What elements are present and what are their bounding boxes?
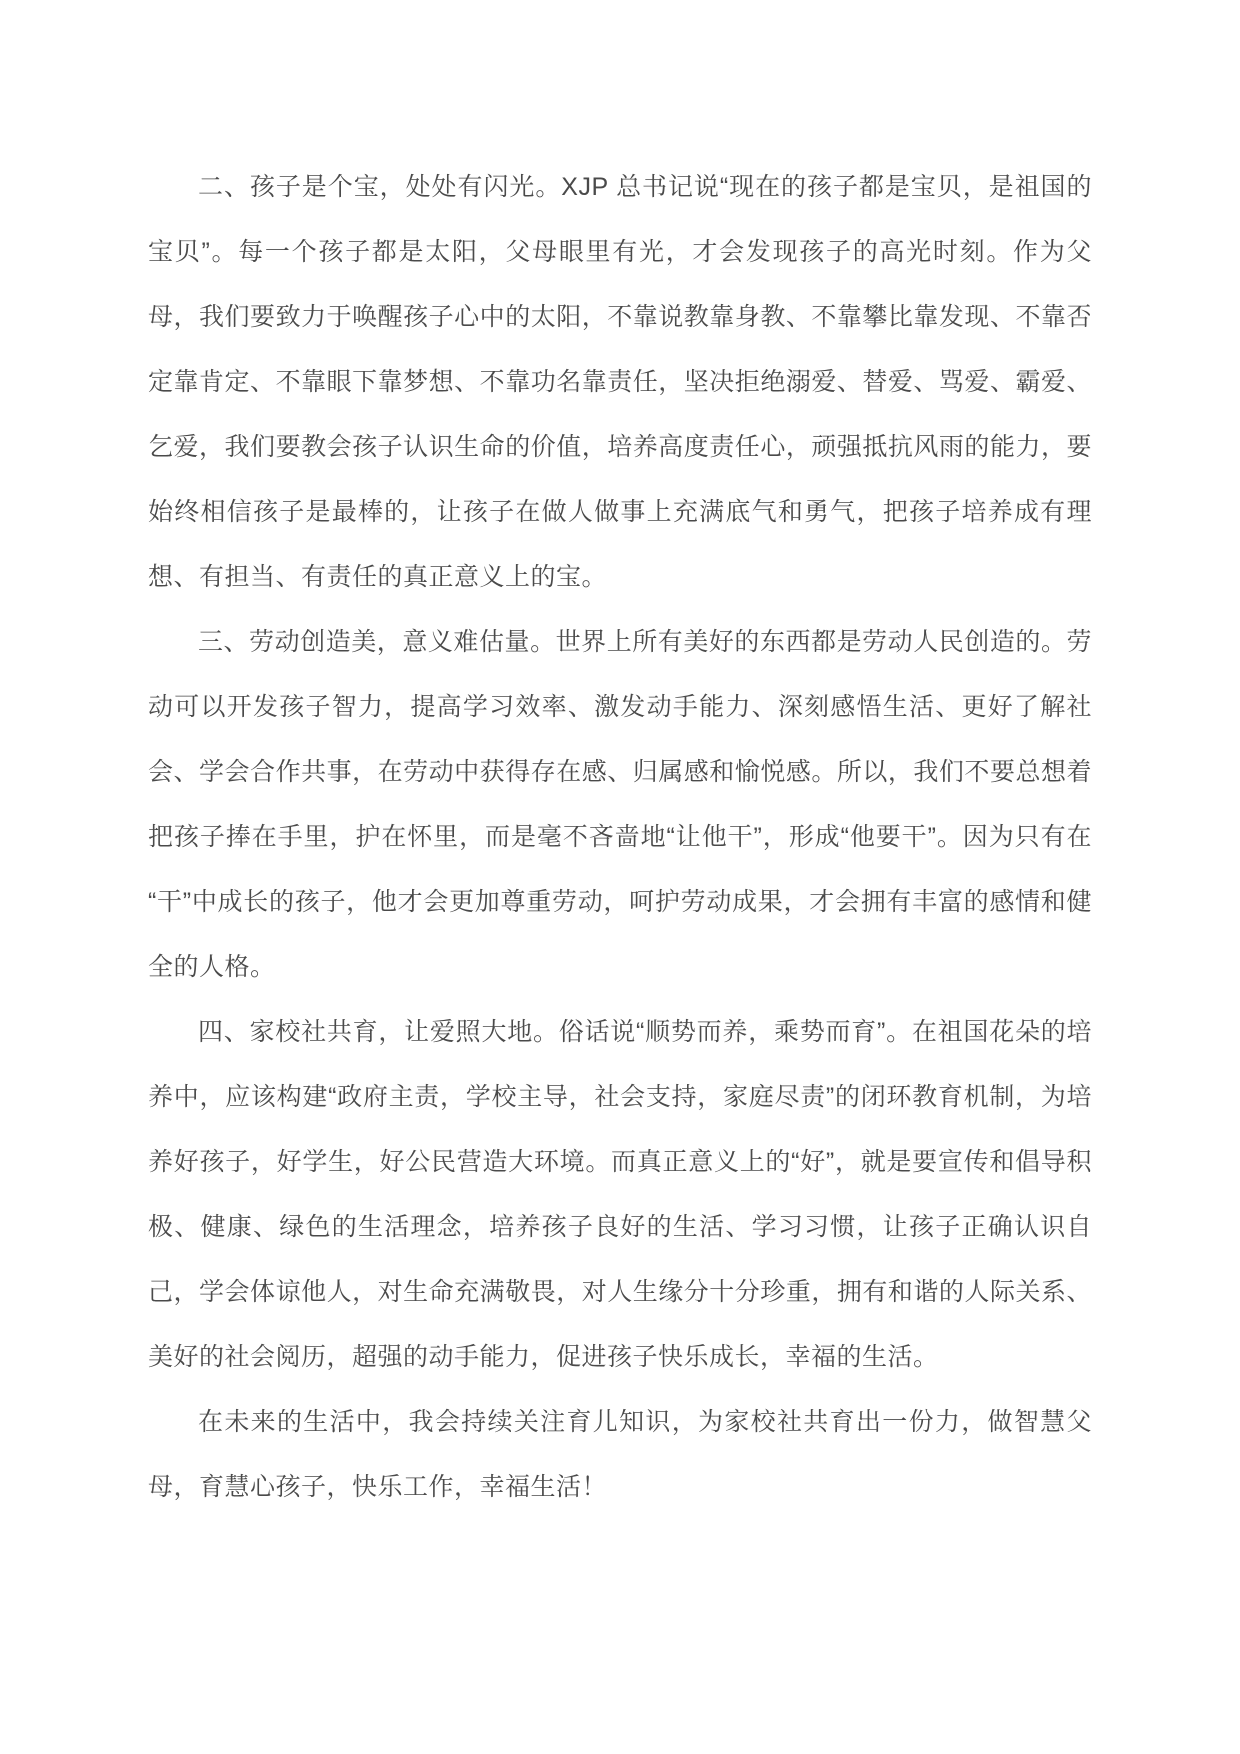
paragraph-closing: 在未来的生活中，我会持续关注育儿知识，为家校社共育出一份力，做智慧父母，育慧心孩子，快乐工作，幸福生活！	[148, 1408, 1092, 1501]
paragraph-section-2: 二、孩子是个宝，处处有闪光。XJP 总书记说“现在的孩子都是宝贝，是祖国的宝贝”。每一个孩子都是太阳，父母眼里有光，才会发现孩子的高光时刻。作为父母，我们要致力于唤醒孩子心中的太阳，不靠说教靠身教、不靠攀比靠发现、不靠否定靠肯定、不靠眼下靠梦想、不靠功名靠责任，坚决拒绝溺爱、替爱、骂爱、霸爱、乞爱，我们要教会孩子认识生命的价值，培养高度责任心，顽强抵抗风雨的能力，要始终相信孩子是最棒的，让孩子在做人做事上充满底气和勇气，把孩子培养成有理想、有担当、有责任的真正意义上的宝。	[148, 173, 1092, 591]
document-body	[148, 155, 1092, 1520]
paragraph-section-3: 三、劳动创造美，意义难估量。世界上所有美好的东西都是劳动人民创造的。劳动可以开发孩子智力，提高学习效率、激发动手能力、深刻感悟生活、更好了解社会、学会合作共事，在劳动中获得存在感、归属感和愉悦感。所以，我们不要总想着把孩子捧在手里，护在怀里，而是毫不吝啬地“让他干”，形成“他要干”。因为只有在“干”中成长的孩子，他才会更加尊重劳动，呵护劳动成果，才会拥有丰富的感情和健全的人格。	[148, 628, 1092, 981]
paragraph-section-4: 四、家校社共育，让爱照大地。俗话说“顺势而养，乘势而育”。在祖国花朵的培养中，应该构建“政府主责，学校主导，社会支持，家庭尽责”的闭环教育机制，为培养好孩子，好学生，好公民营造大环境。而真正意义上的“好”，就是要宣传和倡导积极、健康、绿色的生活理念，培养孩子良好的生活、学习习惯，让孩子正确认识自己，学会体谅他人，对生命充满敬畏，对人生缘分十分珍重，拥有和谐的人际关系、美好的社会阅历，超强的动手能力，促进孩子快乐成长，幸福的生活。	[148, 1018, 1092, 1371]
